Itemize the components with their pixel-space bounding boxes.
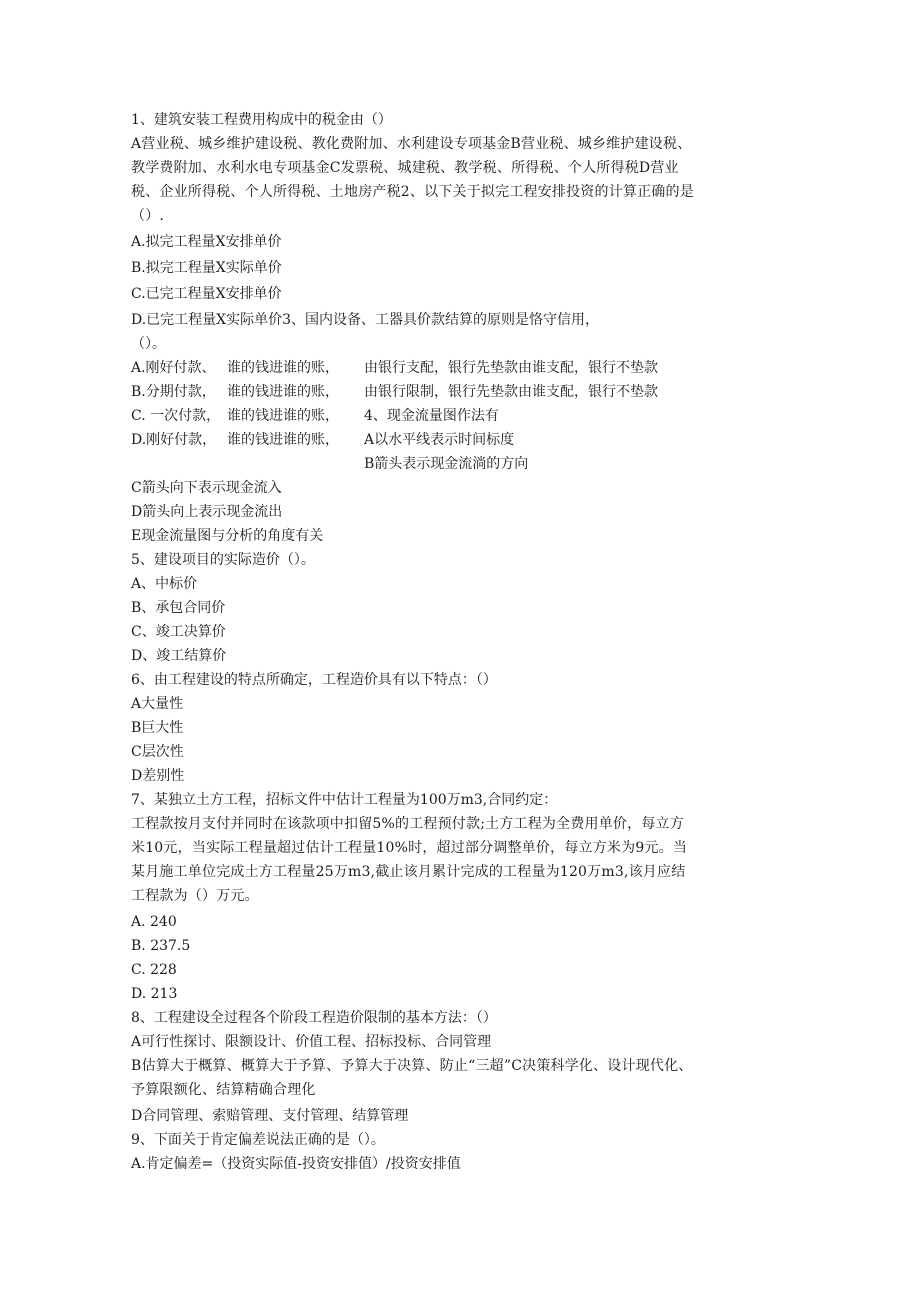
q7-option-d: D. 213 [131, 986, 178, 1002]
q9-option-a: A.肯定偏差=（投资实际值-投资安排值）/投资安排值 [131, 1156, 461, 1172]
q3-tail: （）。 [131, 336, 166, 352]
q7-title: 7、某独立土方工程，招标文件中估计工程量为100万m3,合同约定： [131, 792, 558, 808]
table-cell: C. 一次付款， [131, 408, 221, 424]
q8-option-a: A可行性探讨、限额设计、价值工程、招标投标、合同管理 [131, 1034, 492, 1050]
table-cell: A以水平线表示时间标度 [364, 432, 515, 448]
q2-option-d: D.已完工程量X实际单价3、国内设备、工器具价款结算的原则是恪守信用， [131, 312, 600, 328]
q6-option-d: D差别性 [131, 768, 185, 784]
q1-body: A营业税、城乡维护建设税、教化费附加、水利建设专项基金B营业税、城乡维护建设税、教学费附加、水利水电专项基金C发票税、城建税、教学税、所得税、个人所得税D营业税、企业所得税、个人所得税、土地房产税2、以下关于拟完工程安排投资的计算正确的是（）. [131, 136, 694, 224]
q7-option-b: B. 237.5 [131, 938, 191, 954]
table-cell: B.分期付款， [131, 384, 216, 400]
q5-option-a: A、中标价 [131, 576, 198, 592]
q4-option-c: C箭头向下表示现金流入 [131, 480, 282, 496]
table-row [131, 428, 696, 452]
q1-title: 1、建筑安装工程费用构成中的税金由（） [131, 112, 392, 128]
q6-option-b: B巨大性 [131, 720, 184, 736]
q6-title: 6、由工程建设的特点所确定，工程造价具有以下特点：（） [131, 672, 497, 688]
table-cell: 谁的钱进谁的账， [227, 384, 339, 400]
q7-body: 工程款按月支付并同时在该款项中扣留5%的工程预付款;土方工程为全费用单价，每立方米10元，当实际工程量超过估计工程量10%时，超过部分调整单价，每立方米为9元。当某月施工单位完成土方工程量25万m3,截止该月累计完成的工程量为120万m3,该月应结工程款为（）万元。 [131, 816, 688, 904]
table-row [131, 380, 696, 404]
q2-option-b: B.拟完工程量X实际单价 [131, 260, 282, 276]
table-row [131, 404, 696, 428]
q5-option-b: B、承包合同价 [131, 600, 226, 616]
q5-option-c: C、竣工决算价 [131, 624, 226, 640]
q4-option-e: E现金流量图与分析的角度有关 [131, 528, 324, 544]
q7-option-a: A. 240 [131, 914, 177, 930]
q8-option-d: D合同管理、索赔管理、支付管理、结算管理 [131, 1108, 409, 1124]
q2-option-a: A.拟完工程量X安排单价 [131, 234, 282, 250]
q6-option-a: A大量性 [131, 696, 184, 712]
table-cell: 谁的钱进谁的账， [227, 408, 339, 424]
table-cell: 4、现金流量图作法有 [364, 408, 499, 424]
table-cell: 谁的钱进谁的账， [227, 432, 339, 448]
q5-option-d: D、竣工结算价 [131, 648, 227, 664]
q8-option-bc: B估算大于概算、概算大于予算、予算大于决算、防止“三超”C决策科学化、设计现代化、予算限额化、结算精确合理化 [131, 1058, 693, 1098]
table-cell: D.刚好付款， [131, 432, 217, 448]
table-cell: A.刚好付款、 [131, 360, 216, 376]
q6-option-c: C层次性 [131, 744, 184, 760]
q4-option-d: D箭头向上表示现金流出 [131, 504, 283, 520]
table-row [131, 356, 696, 380]
table-cell: 由银行支配，银行先垫款由谁支配，银行不垫款 [364, 360, 658, 376]
q9-title: 9、下面关于肯定偏差说法正确的是（）。 [131, 1132, 385, 1148]
q2-option-c: C.已完工程量X安排单价 [131, 286, 282, 302]
table-cell: 谁的钱进谁的账， [227, 360, 339, 376]
table-cell: 由银行限制，银行先垫款由谁支配，银行不垫款 [364, 384, 658, 400]
table-cell [227, 452, 364, 476]
q3-options-table [131, 356, 696, 476]
q5-title: 5、建设项目的实际造价（）。 [131, 552, 315, 568]
table-cell [131, 452, 227, 476]
q7-option-c: C. 228 [131, 962, 177, 978]
table-cell: B箭头表示现金流淌的方向 [364, 456, 529, 472]
table-row [131, 452, 696, 476]
q8-title: 8、工程建设全过程各个阶段工程造价限制的基本方法：（） [131, 1010, 497, 1026]
document-page [131, 108, 696, 1176]
